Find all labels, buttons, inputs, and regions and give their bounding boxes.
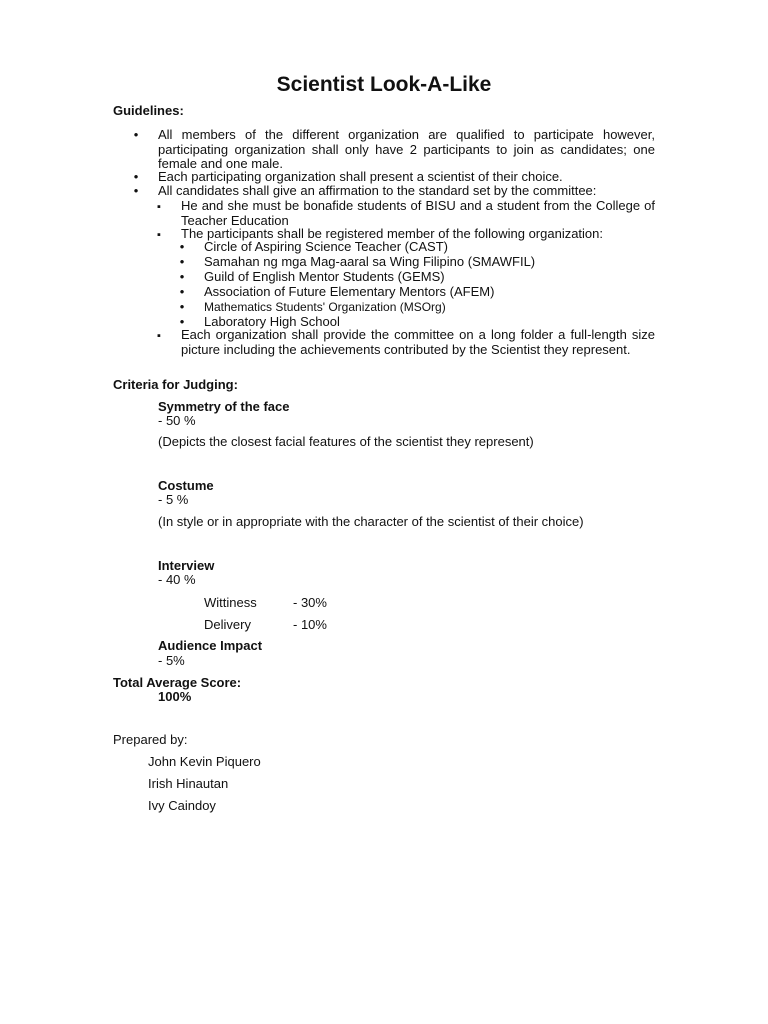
- bullet-icon: [129, 128, 143, 143]
- bullet-icon: [175, 300, 189, 315]
- criterion-description: (Depicts the closest facial features of the scientist they represent): [158, 434, 534, 449]
- bullet-icon: [175, 255, 189, 270]
- guidelines-heading: Guidelines:: [113, 103, 184, 118]
- criterion-title: Costume: [158, 478, 214, 493]
- bullet-icon: [175, 285, 189, 300]
- guideline-subitem: The participants shall be registered member of the following organization:: [181, 226, 604, 241]
- org-item: Guild of English Mentor Students (GEMS): [204, 269, 445, 284]
- org-item: Laboratory High School: [204, 314, 340, 329]
- criterion-description: (In style or in appropriate with the character of the scientist of their choice): [158, 514, 584, 529]
- document-title: Scientist Look-A-Like: [276, 73, 492, 96]
- criterion-title: Interview: [158, 558, 215, 573]
- square-bullet-icon: [152, 328, 166, 344]
- criteria-heading: Criteria for Judging:: [113, 377, 238, 392]
- prepared-by-label: Prepared by:: [113, 732, 188, 747]
- preparer-name: Irish Hinautan: [148, 776, 229, 791]
- guideline-item: All candidates shall give an affirmation to the standard set by the committee:: [158, 183, 597, 198]
- org-item: Mathematics Students' Organization (MSOrg): [204, 300, 446, 314]
- criterion-percent: - 5 %: [158, 492, 189, 507]
- bullet-icon: [175, 270, 189, 285]
- org-item: Circle of Aspiring Science Teacher (CAST): [204, 239, 448, 254]
- subcriterion-label: Delivery: [204, 617, 251, 632]
- subcriterion-value: - 30%: [293, 595, 327, 610]
- square-bullet-icon: [152, 227, 166, 243]
- preparer-name: John Kevin Piquero: [148, 754, 261, 769]
- criterion-percent: - 5%: [158, 653, 185, 668]
- bullet-icon: [129, 184, 143, 199]
- total-value: 100%: [158, 689, 192, 704]
- criterion-percent: - 50 %: [158, 413, 196, 428]
- criterion-percent: - 40 %: [158, 572, 196, 587]
- guideline-item: All members of the different organization are qualified to participate however, participating organization shall only have 2 participants to join as candidates; one female and one male.: [158, 127, 655, 172]
- preparer-name: Ivy Caindoy: [148, 798, 216, 813]
- bullet-icon: [175, 240, 189, 255]
- square-bullet-icon: [152, 199, 166, 215]
- total-label: Total Average Score:: [113, 675, 242, 690]
- org-item: Association of Future Elementary Mentors (AFEM): [204, 284, 495, 299]
- subcriterion-label: Wittiness: [204, 595, 257, 610]
- org-item: Samahan ng mga Mag-aaral sa Wing Filipino (SMAWFIL): [204, 254, 536, 269]
- criterion-title: Audience Impact: [158, 638, 263, 653]
- guideline-subitem: He and she must be bonafide students of BISU and a student from the College of Teacher Education: [181, 198, 655, 228]
- guideline-item: Each participating organization shall present a scientist of their choice.: [158, 169, 563, 184]
- guideline-subitem: Each organization shall provide the committee on a long folder a full-length size picture including the achievements contributed by the Scientist they represent.: [181, 327, 655, 357]
- subcriterion-value: - 10%: [293, 617, 327, 632]
- criterion-title: Symmetry of the face: [158, 399, 290, 414]
